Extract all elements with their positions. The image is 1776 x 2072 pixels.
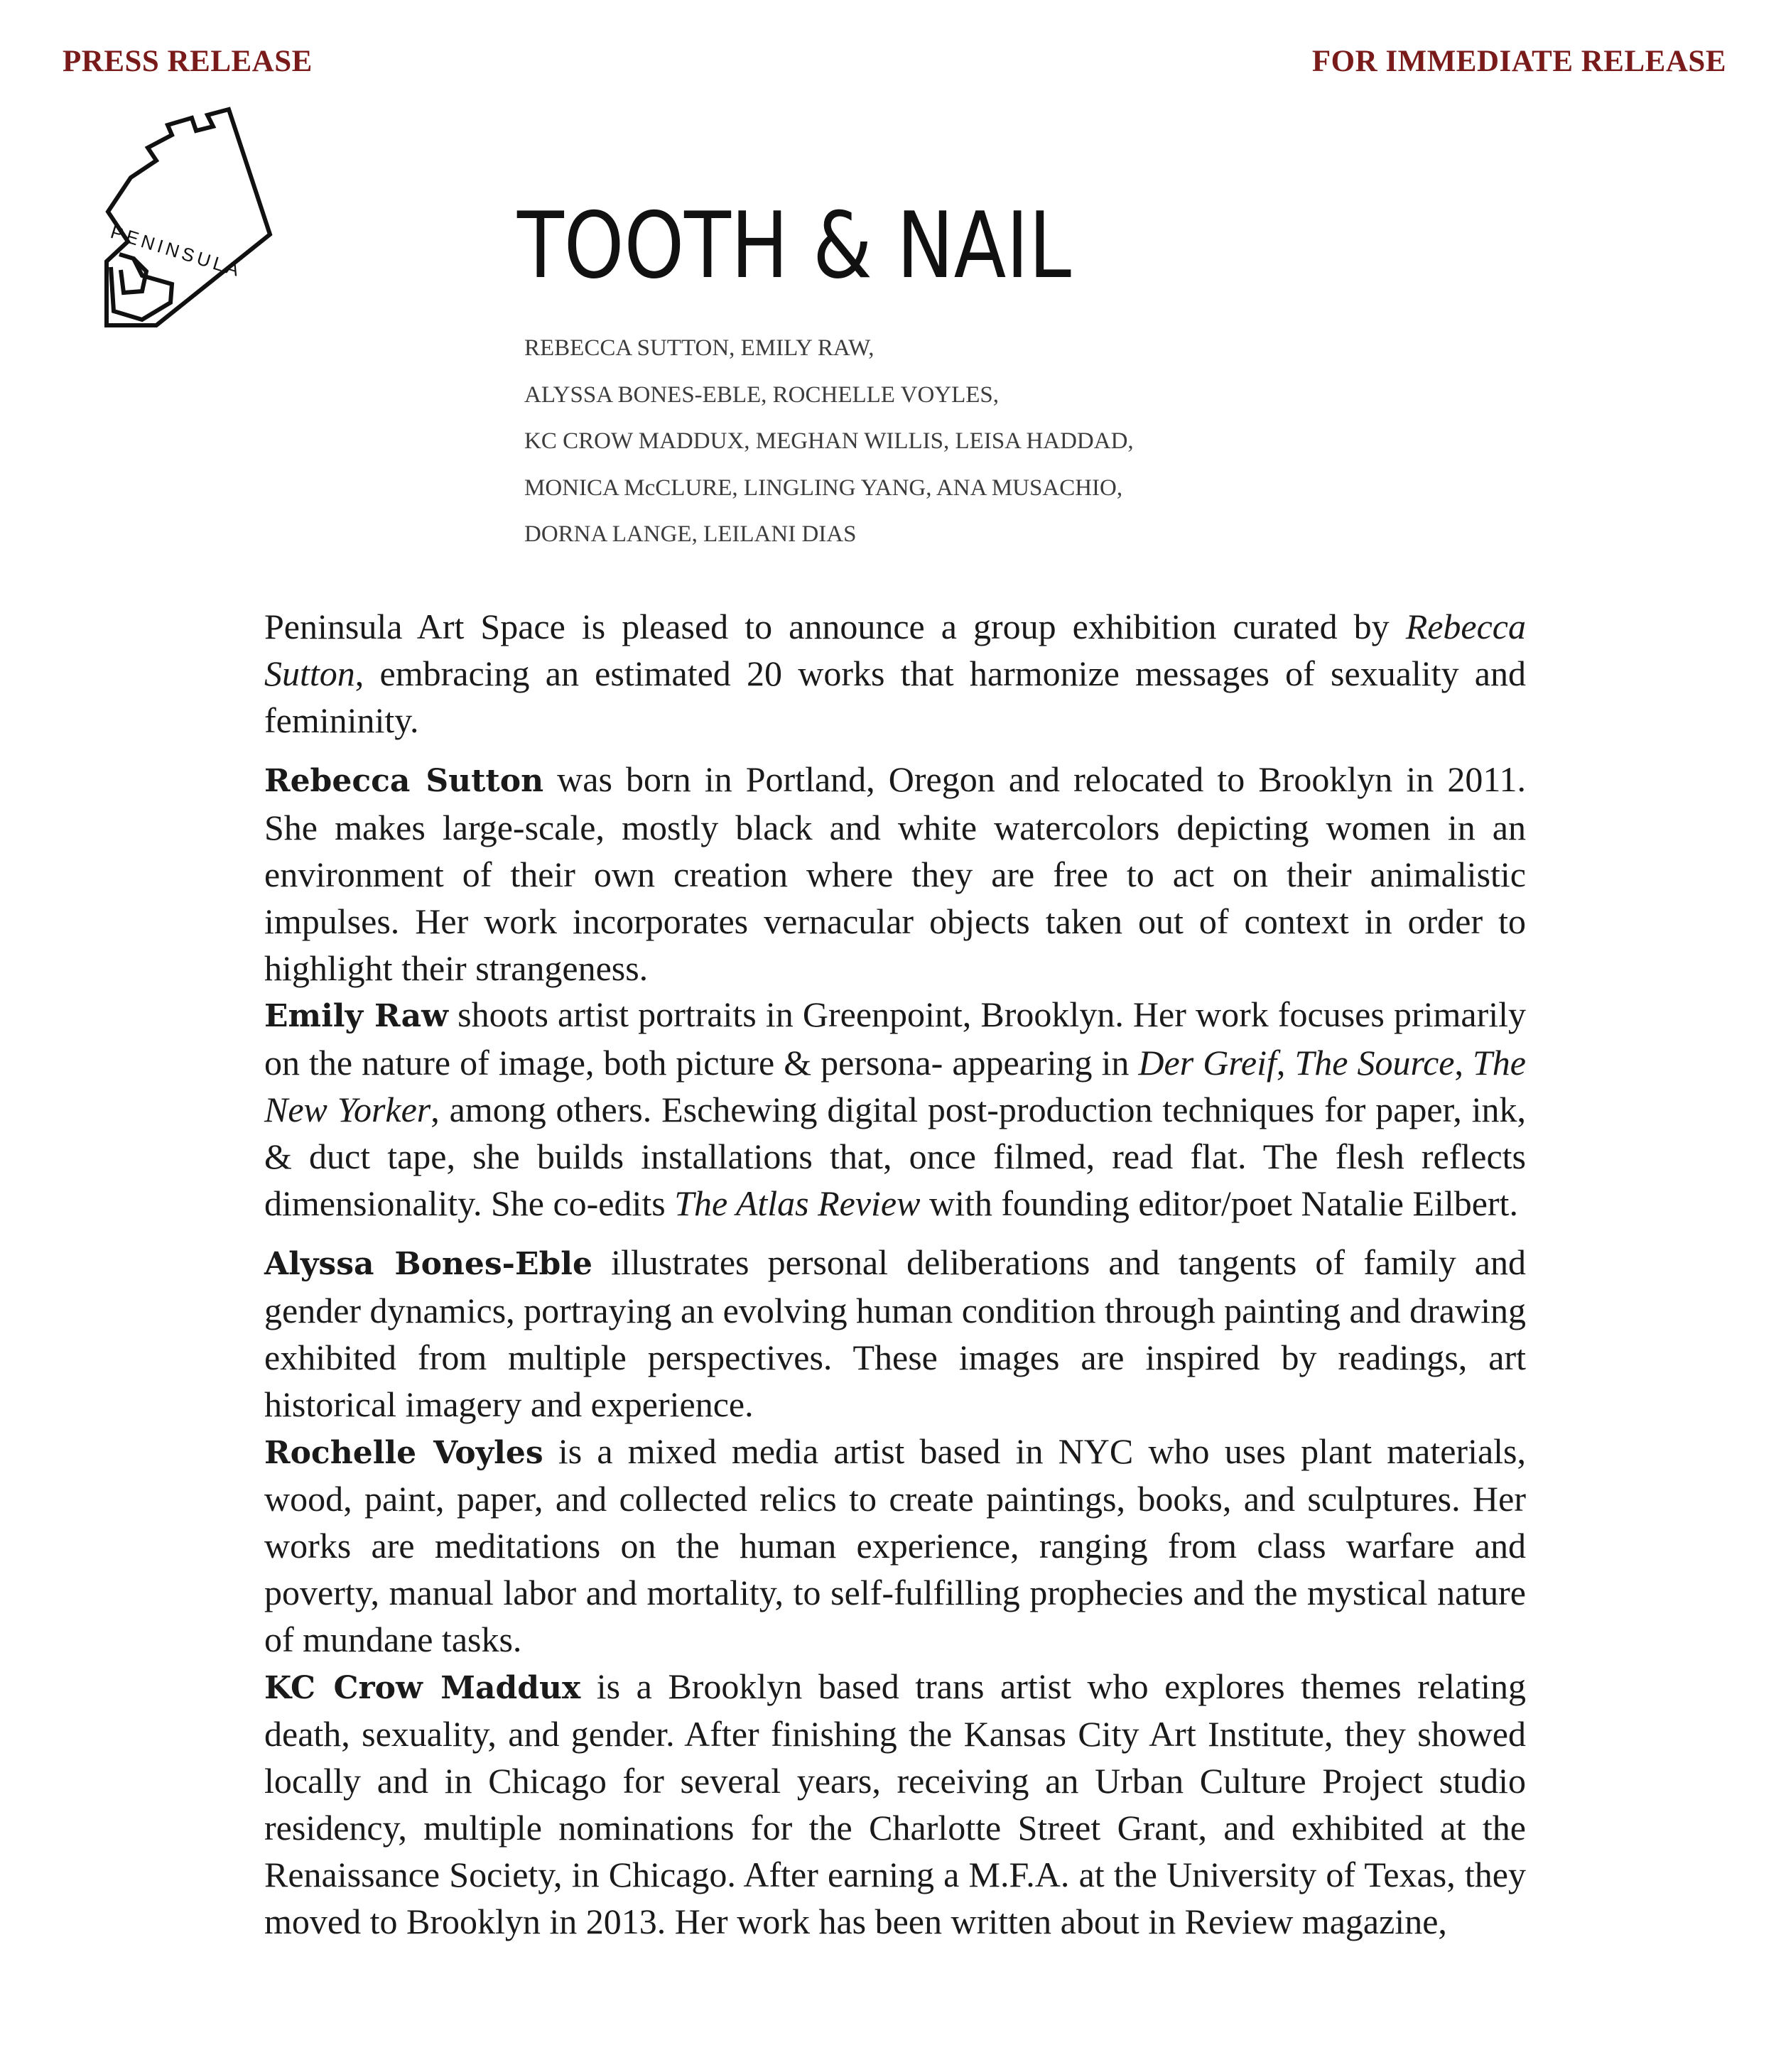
artist-line: ALYSSA BONES-EBLE, ROCHELLE VOYLES,: [524, 381, 1000, 408]
immediate-release-label: FOR IMMEDIATE RELEASE: [1311, 45, 1726, 78]
artist-name: Rebecca Sutton: [264, 763, 544, 800]
curator-name: Rebecca Sutton: [264, 607, 1526, 693]
artist-name: Emily Raw: [264, 998, 448, 1035]
bio-rochelle-voyles: Rochelle Voyles is a mixed media artist based in NYC who uses plant materials, wood, paint, paper, and collected relics to create paintings, books, and sculptures. Her works are meditations on the human experience, ranging from class warfare and poverty, manual labor and mortality, to self-fulfilling prophecies and the mystical nature of mundane tasks.: [264, 1431, 1526, 1659]
bio-emily-raw: Emily Raw shoots artist portraits in Greenpoint, Brooklyn. Her work focuses primarily on the nature of image, both picture & persona- appearing in Der Greif, The Source, The New Yorker, among others. Eschewing digital post-production techniques for paper, ink, & duct tape, she builds installations that, once filmed, read flat. The flesh reflects dimensionality. She co-edits The Atlas Review with founding editor/poet Natalie Eilbert.: [264, 994, 1527, 1223]
artist-line: DORNA LANGE, LEILANI DIAS: [524, 521, 857, 548]
press-release-label: PRESS RELEASE: [63, 45, 313, 78]
bio-alyssa-bones-eble: Alyssa Bones-Eble illustrates personal deliberations and tangents of family and gender dynamics, portraying an evolving human condition through painting and drawing exhibited from multiple perspectives. These images are inspired by readings, art historical imagery and experience.: [264, 1242, 1527, 1424]
artist-line: MONICA McCLURE, LINGLING YANG, ANA MUSACHIO,: [524, 474, 1123, 501]
artist-line: KC CROW MADDUX, MEGHAN WILLIS, LEISA HADDAD,: [524, 428, 1134, 455]
bio-kc-crow-maddux: KC Crow Maddux is a Brooklyn based trans artist who explores themes relating death, sexuality, and gender. After finishing the Kansas City Art Institute, they showed locally and in Chicago for several years, receiving an Urban Culture Project studio residency, multiple nominations for the Charlotte Street Grant, and exhibited at the Renaissance Society, in Chicago. After earning a M.F.A. at the University of Texas, they moved to Brooklyn in 2013. Her work has been written about in Review magazine,: [264, 1666, 1526, 1941]
logo-text: PENINSULA: [108, 221, 246, 281]
artist-name: KC Crow Maddux: [264, 1669, 581, 1706]
exhibition-title: TOOTH & NAIL: [516, 193, 1071, 299]
press-release-body: [264, 604, 1526, 1945]
artist-name: Alyssa Bones-Eble: [264, 1246, 592, 1283]
intro-paragraph: Peninsula Art Space is pleased to announce a group exhibition curated by Rebecca Sutton, embracing an estimated 20 works that harmonize messages of sexuality and femininity.: [264, 607, 1526, 740]
peninsula-logo: [99, 107, 270, 348]
artist-name: Rochelle Voyles: [264, 1434, 543, 1471]
bio-rebecca-sutton: Rebecca Sutton was born in Portland, Oregon and relocated to Brooklyn in 2011. She makes large-scale, mostly black and white watercolors depicting women in an environment of their own creation where they are free to act on their animalistic impulses. Her work incorporates vernacular objects taken out of context in order to highlight their strangeness.: [264, 759, 1526, 988]
exhibition-title-graphic: [517, 163, 1085, 305]
artist-list: [524, 325, 1134, 558]
artist-line: REBECCA SUTTON, EMILY RAW,: [524, 335, 875, 361]
